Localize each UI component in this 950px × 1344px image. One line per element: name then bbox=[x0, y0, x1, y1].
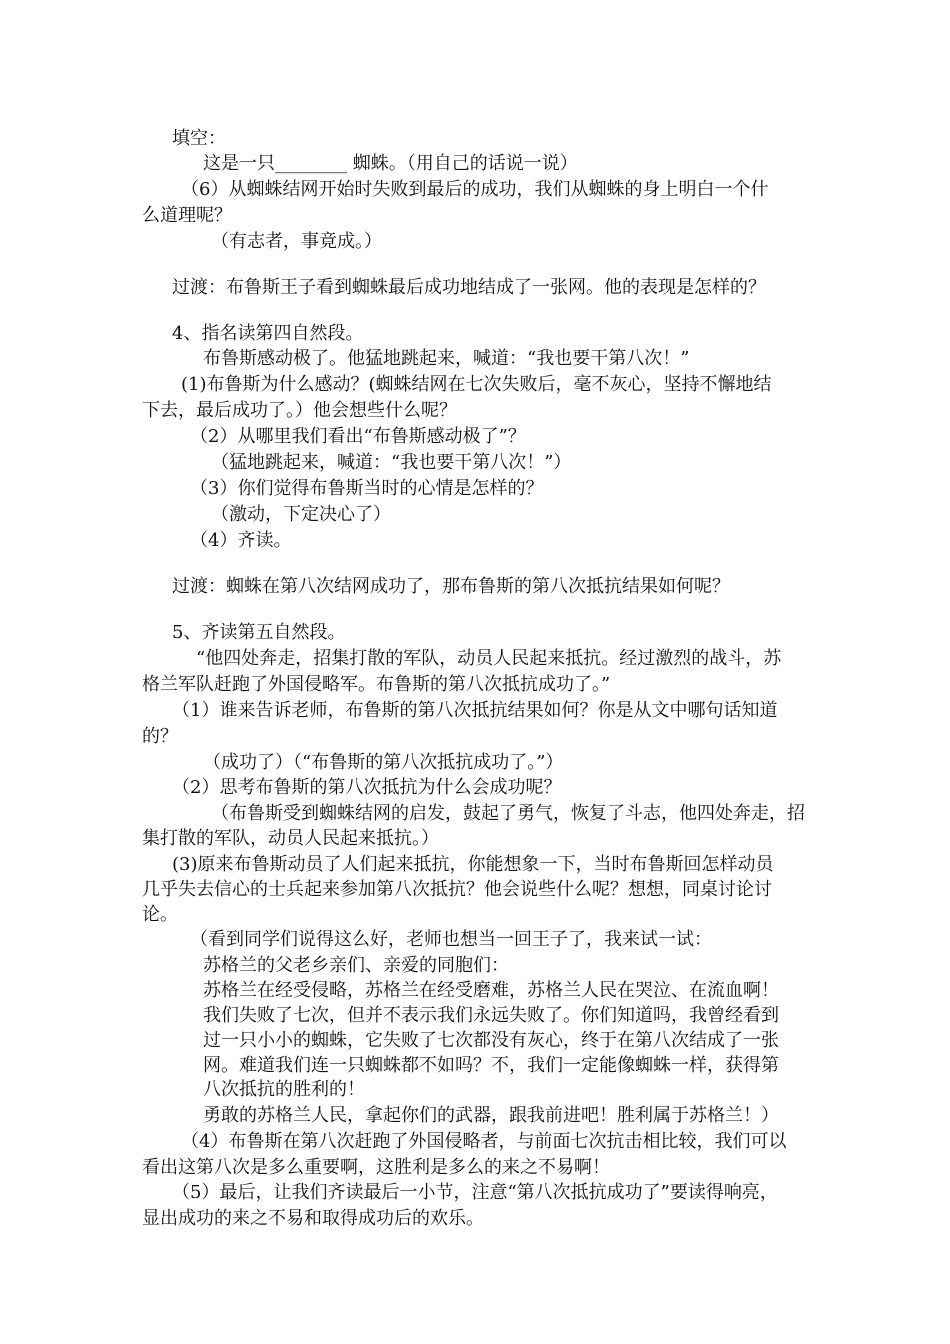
step-5-heading: 5、齐读第五自然段。 bbox=[172, 622, 346, 643]
teacher-speech-line-7: 勇敢的苏格兰人民，拿起你们的武器，跟我前进吧！胜利属于苏格兰！） bbox=[203, 1105, 779, 1126]
step-4-q1-line-1: (1)布鲁斯为什么感动？(蜘蛛结网在七次失败后，毫不灰心，坚持不懈地结 bbox=[181, 374, 772, 395]
teacher-speech-intro: （看到同学们说得这么好，老师也想当一回王子了，我来试一试： bbox=[190, 929, 712, 950]
step-5-a2-line-2: 集打散的军队，动员人民起来抵抗。） bbox=[142, 828, 439, 849]
teacher-speech-line-2: 苏格兰在经受侵略，苏格兰在经受磨难，苏格兰人民在哭泣、在流血啊！ bbox=[203, 980, 779, 1001]
step-5-a2-line-1: （布鲁斯受到蜘蛛结网的启发，鼓起了勇气，恢复了斗志，他四处奔走，招 bbox=[211, 803, 805, 824]
question-6-line-2: 么道理呢？ bbox=[142, 205, 232, 226]
teacher-speech-line-1: 苏格兰的父老乡亲们、亲爱的同胞们： bbox=[203, 955, 509, 976]
paragraph-5-quote-line-1: “他四处奔走，招集打散的军队，动员人民起来抵抗。经过激烈的战斗，苏 bbox=[196, 648, 782, 669]
step-5-q5-line-2: 显出成功的来之不易和取得成功后的欢乐。 bbox=[142, 1208, 484, 1229]
step-4-a3: （激动，下定决心了） bbox=[211, 504, 391, 525]
step-5-q3-line-2: 几乎失去信心的士兵起来参加第八次抵抗？他会说些什么呢？想想，同桌讨论讨 bbox=[142, 879, 772, 900]
question-6-line-1: （6）从蜘蛛结网开始时失败到最后的成功，我们从蜘蛛的身上明白一个什 bbox=[181, 179, 769, 200]
paragraph-4-quote: 布鲁斯感动极了。他猛地跳起来，喊道：“我也要干第八次！” bbox=[203, 348, 690, 369]
step-4-q2: （2）从哪里我们看出“布鲁斯感动极了”？ bbox=[190, 426, 526, 447]
teacher-speech-line-3: 我们失败了七次，但并不表示我们永远失败了。你们知道吗，我曾经看到 bbox=[203, 1005, 779, 1026]
step-5-q3-line-3: 论。 bbox=[142, 904, 178, 925]
step-4-a2: （猛地跳起来，喊道：“我也要干第八次！”） bbox=[211, 452, 572, 473]
paragraph-5-quote-line-2: 格兰军队赶跑了外国侵略军。布鲁斯的第八次抵抗成功了。” bbox=[142, 674, 611, 695]
step-5-q5-line-1: （5）最后，让我们齐读最后一小节，注意“第八次抵抗成功了”要读得响亮， bbox=[172, 1182, 778, 1203]
step-5-q2: （2）思考布鲁斯的第八次抵抗为什么会成功呢？ bbox=[172, 777, 562, 798]
fill-blank-heading: 填空： bbox=[172, 128, 226, 149]
step-4-q4: （4）齐读。 bbox=[190, 530, 292, 551]
step-4-q3: （3）你们觉得布鲁斯当时的心情是怎样的？ bbox=[190, 478, 544, 499]
step-5-q4-line-2: 看出这第八次是多么重要啊，这胜利是多么的来之不易啊！ bbox=[142, 1157, 610, 1178]
teacher-speech-line-5: 网。难道我们连一只蜘蛛都不如吗？不，我们一定能像蜘蛛一样，获得第 bbox=[203, 1055, 779, 1076]
fill-blank-sentence: 这是一只________ 蜘蛛。（用自己的话说一说） bbox=[203, 153, 578, 174]
step-5-q1-line-1: （1）谁来告诉老师，布鲁斯的第八次抵抗结果如何？你是从文中哪句话知道 bbox=[172, 700, 778, 721]
teacher-speech-line-6: 八次抵抗的胜利的！ bbox=[203, 1079, 365, 1100]
step-4-q1-line-2: 下去，最后成功了。）他会想些什么呢？ bbox=[142, 400, 457, 421]
transition-1: 过渡：布鲁斯王子看到蜘蛛最后成功地结成了一张网。他的表现是怎样的？ bbox=[172, 277, 766, 298]
step-4-heading: 4、指名读第四自然段。 bbox=[172, 323, 364, 344]
step-5-a1: （成功了）（“布鲁斯的第八次抵抗成功了。”） bbox=[203, 752, 564, 773]
transition-2: 过渡：蜘蛛在第八次结网成功了，那布鲁斯的第八次抵抗结果如何呢？ bbox=[172, 576, 730, 597]
teacher-speech-line-4: 过一只小小的蜘蛛，它失败了七次都没有灰心，终于在第八次结成了一张 bbox=[203, 1030, 779, 1051]
answer-6: （有志者，事竟成。） bbox=[211, 231, 382, 252]
step-5-q1-line-2: 的？ bbox=[142, 726, 178, 747]
step-5-q4-line-1: （4）布鲁斯在第八次赶跑了外国侵略者，与前面七次抗击相比较，我们可以 bbox=[181, 1131, 787, 1152]
step-5-q3-line-1: (3)原来布鲁斯动员了人们起来抵抗，你能想象一下，当时布鲁斯回怎样动员 bbox=[172, 854, 774, 875]
